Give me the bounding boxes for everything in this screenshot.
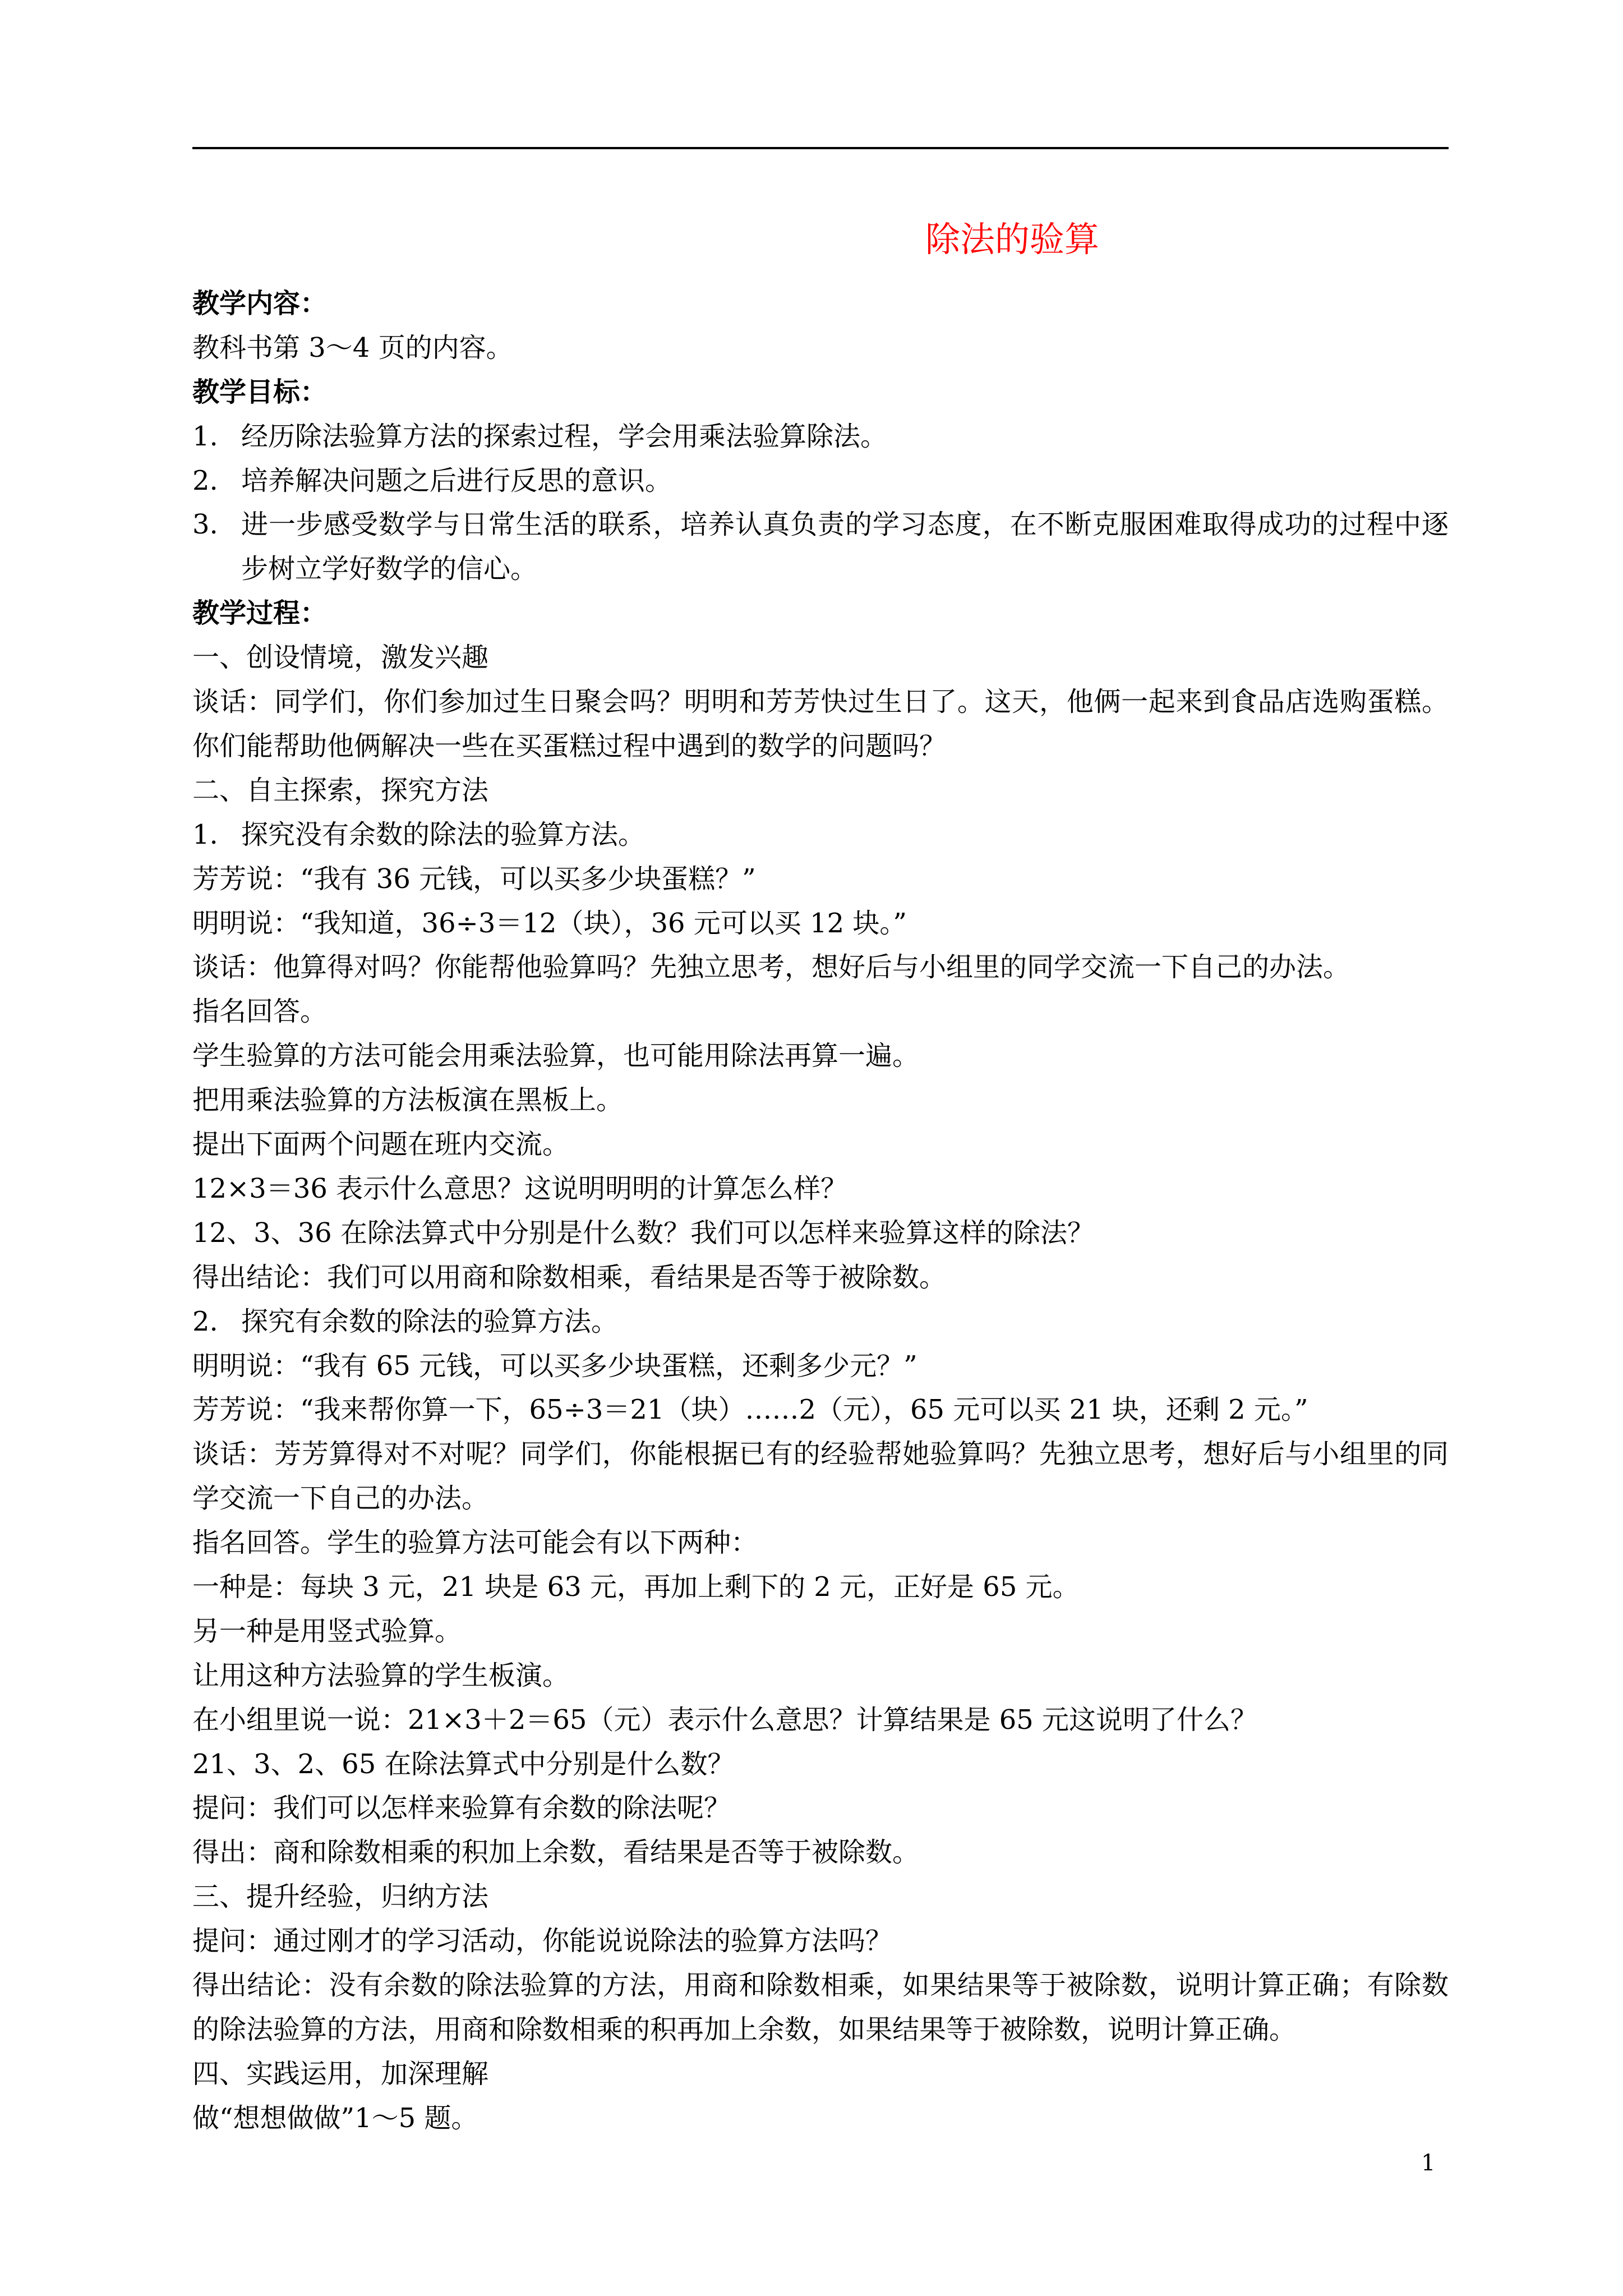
section-heading-process: 教学过程： [192, 597, 328, 629]
goal-text: 培养解决问题之后进行反思的意识。 [241, 464, 672, 496]
paragraph: 谈话：芳芳算得对不对呢？同学们，你能根据已有的经验帮她验算吗？先独立思考，想好后与小组里的同学交流一下自己的办法。 [192, 1438, 1449, 1515]
paragraph: 指名回答。 [192, 996, 328, 1028]
document-title: 除法的验算 [925, 219, 1100, 260]
paragraph: 得出结论：我们可以用商和除数相乘，看结果是否等于被除数。 [192, 1261, 947, 1293]
paragraph: 谈话：他算得对吗？你能帮他验算吗？先独立思考，想好后与小组里的同学交流一下自己的办法。 [192, 951, 1350, 983]
paragraph: 做“想想做做”1～5 题。 [192, 2102, 478, 2134]
paragraph: 让用这种方法验算的学生板演。 [192, 1659, 570, 1691]
sub-step-number: 2. [192, 1305, 218, 1337]
paragraph: 教科书第 3～4 页的内容。 [192, 332, 513, 364]
sub-step [192, 1300, 1449, 1344]
paragraph: 芳芳说：“我来帮你算一下，65÷3＝21（块）……2（元），65 元可以买 21 块，还剩 2 元。” [192, 1394, 1308, 1426]
sub-step-number: 1. [192, 818, 218, 850]
paragraph: 21、3、2、65 在除法算式中分别是什么数？ [192, 1748, 735, 1780]
paragraph: 芳芳说：“我有 36 元钱，可以买多少块蛋糕？” [192, 863, 756, 895]
paragraph: 得出结论：没有余数的除法验算的方法，用商和除数相乘，如果结果等于被除数，说明计算正确；有除数的除法验算的方法，用商和除数相乘的积再加上余数，如果结果等于被除数，说明计算正确。 [192, 1970, 1449, 2045]
paragraph: 明明说：“我知道，36÷3＝12（块），36 元可以买 12 块。” [192, 907, 907, 939]
section-heading-content: 教学内容： [192, 288, 328, 319]
paragraph: 12×3＝36 表示什么意思？这说明明明的计算怎么样？ [192, 1172, 848, 1204]
paragraph: 提问：我们可以怎样来验算有余数的除法呢？ [192, 1792, 731, 1824]
paragraph: 指名回答。学生的验算方法可能会有以下两种： [192, 1527, 758, 1559]
paragraph: 把用乘法验算的方法板演在黑板上。 [192, 1084, 624, 1116]
step-heading: 四、实践运用，加深理解 [192, 2058, 489, 2090]
paragraph: 明明说：“我有 65 元钱，可以买多少块蛋糕，还剩多少元？” [192, 1350, 917, 1382]
step-heading: 三、提升经验，归纳方法 [192, 1881, 489, 1913]
goal-text: 经历除法验算方法的探索过程，学会用乘法验算除法。 [241, 420, 888, 452]
paragraph: 另一种是用竖式验算。 [192, 1615, 462, 1647]
page-number: 1 [1421, 2150, 1436, 2176]
goal-number: 1. [192, 420, 218, 452]
sub-step-text: 探究有余数的除法的验算方法。 [241, 1305, 619, 1337]
goal-item [192, 415, 1449, 459]
goal-item [192, 503, 1449, 591]
goal-number: 3. [192, 509, 218, 541]
header-rule [192, 147, 1449, 149]
goal-text: 进一步感受数学与日常生活的联系，培养认真负责的学习态度，在不断克服困难取得成功的过程中逐步树立学好数学的信心。 [241, 509, 1449, 585]
goal-item [192, 459, 1449, 503]
paragraph: 得出：商和除数相乘的积加上余数，看结果是否等于被除数。 [192, 1837, 920, 1869]
paragraph: 谈话：同学们，你们参加过生日聚会吗？明明和芳芳快过生日了。这天，他俩一起来到食品店选购蛋糕。你们能帮助他俩解决一些在买蛋糕过程中遇到的数学的问题吗？ [192, 686, 1449, 762]
sub-step-text: 探究没有余数的除法的验算方法。 [241, 818, 645, 850]
paragraph: 提问：通过刚才的学习活动，你能说说除法的验算方法吗？ [192, 1925, 893, 1957]
section-heading-goals: 教学目标： [192, 376, 328, 408]
goal-number: 2. [192, 464, 218, 496]
step-heading: 一、创设情境，激发兴趣 [192, 642, 489, 674]
paragraph: 在小组里说一说：21×3＋2＝65（元）表示什么意思？计算结果是 65 元这说明了什么？ [192, 1704, 1258, 1736]
paragraph: 一种是：每块 3 元，21 块是 63 元，再加上剩下的 2 元，正好是 65 元。 [192, 1571, 1080, 1603]
sub-step [192, 813, 1449, 857]
paragraph: 提出下面两个问题在班内交流。 [192, 1129, 570, 1161]
document-body [192, 282, 1449, 2141]
paragraph: 12、3、36 在除法算式中分别是什么数？我们可以怎样来验算这样的除法？ [192, 1217, 1094, 1249]
step-heading: 二、自主探索，探究方法 [192, 774, 489, 806]
paragraph: 学生验算的方法可能会用乘法验算，也可能用除法再算一遍。 [192, 1040, 920, 1072]
